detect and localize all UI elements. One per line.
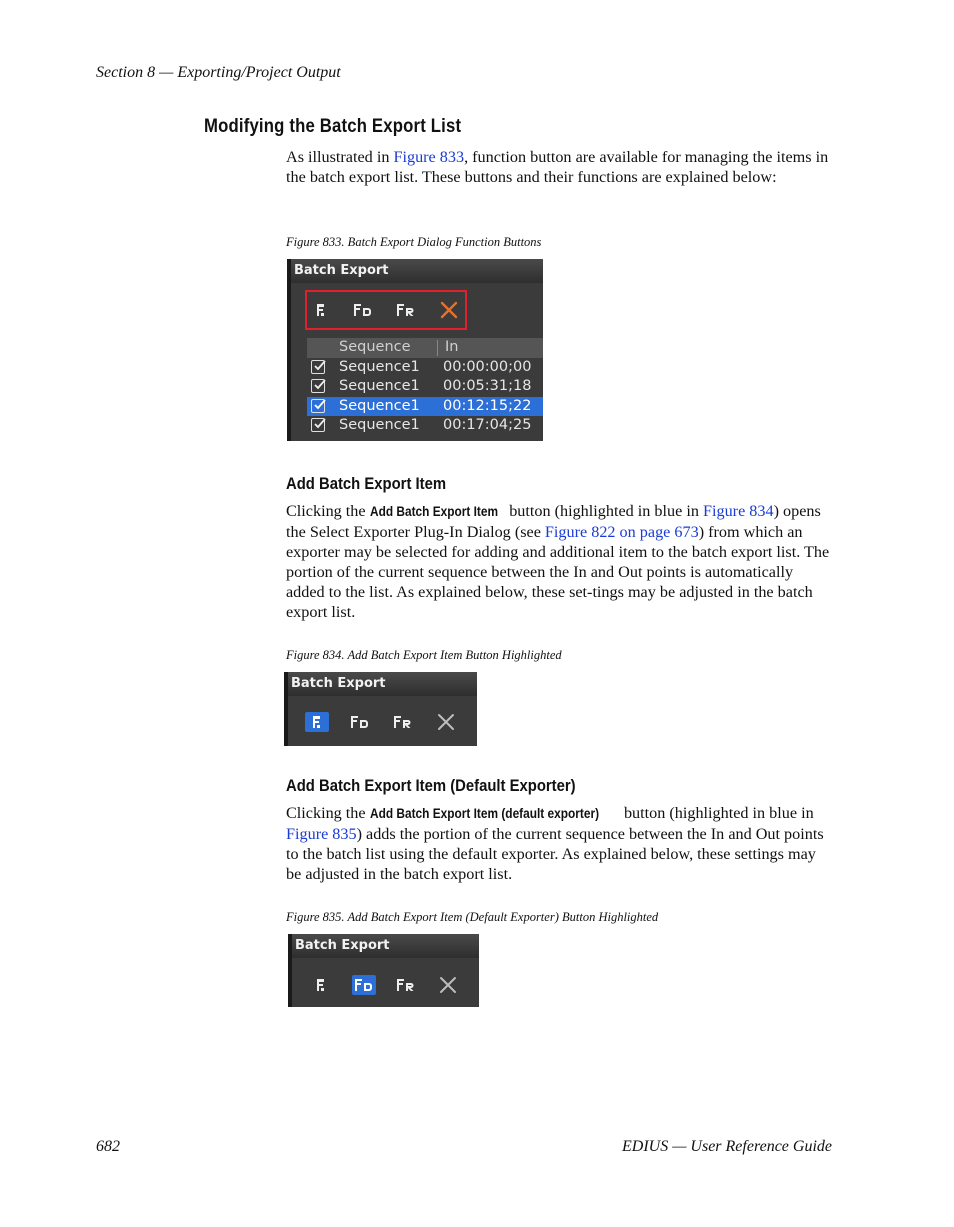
- delete-x-icon: [437, 976, 459, 994]
- list-header: [307, 338, 543, 358]
- add-render-button[interactable]: [394, 975, 418, 995]
- ui-label: Add Batch Export Item: [369, 504, 498, 519]
- batch-export-list: [307, 338, 543, 436]
- figure-835-link[interactable]: Figure 835: [286, 825, 357, 843]
- add-render-icon: [395, 301, 417, 319]
- default-exporter-paragraph: Clicking the Add Batch Export Item (default exporter) button (highlighted in blue in Figure 835) adds the portion of the current sequence between the In and Out points to the batch list using the default exporter. As explained below, these settings may be adjusted in the batch export list.: [286, 804, 824, 883]
- subheading-default-exporter: Add Batch Export Item (Default Exporter): [286, 777, 576, 795]
- figure-833-caption: Figure 833. Batch Export Dialog Function Buttons: [286, 235, 542, 249]
- checkbox-checked-icon[interactable]: [311, 360, 325, 374]
- batch-export-dialog-fig834: [284, 672, 477, 746]
- table-row-selected[interactable]: Sequence1 00:12:15;22: [307, 397, 543, 417]
- table-row[interactable]: Sequence1 00:17:04;25: [307, 416, 543, 436]
- add-batch-export-item-button[interactable]: [309, 975, 333, 995]
- figure-834-caption: Figure 834. Add Batch Export Item Button Highlighted: [286, 648, 562, 662]
- figure-835-caption: Figure 835. Add Batch Export Item (Default Exporter) Button Highlighted: [286, 910, 659, 924]
- add-item-icon: [310, 976, 332, 994]
- column-sequence[interactable]: Sequence: [339, 339, 411, 355]
- add-default-exporter-icon: [353, 976, 375, 994]
- add-default-exporter-button[interactable]: [348, 712, 372, 732]
- add-item-paragraph: Clicking the Add Batch Export Item button (highlighted in blue in Figure 834) opens the Select Exporter Plug-In Dialog (see Figure 822 on page 673) from which an exporter may be selected for adding and additional item to the batch export list. The portion of the current sequence between the In and Out points is automatically added to the list. As explained below, these set-tings may be adjusted in the batch export list.: [286, 502, 830, 621]
- add-default-exporter-icon: [349, 713, 371, 731]
- dialog-title: Batch Export: [284, 672, 477, 696]
- add-render-icon: [392, 713, 414, 731]
- add-batch-export-item-button[interactable]: [305, 712, 329, 732]
- add-render-button[interactable]: [391, 712, 415, 732]
- add-item-icon: [310, 301, 332, 319]
- batch-export-dialog-fig833: [287, 259, 543, 441]
- figure-822-link[interactable]: Figure 822 on page 673: [544, 523, 699, 541]
- figure-833-link[interactable]: Figure 833: [393, 148, 465, 166]
- running-header: Section 8 — Exporting/Project Output: [96, 64, 341, 81]
- checkbox-checked-icon[interactable]: [311, 418, 325, 432]
- dialog-title: Batch Export: [287, 259, 543, 283]
- delete-button[interactable]: [436, 975, 460, 995]
- dialog-title: Batch Export: [288, 934, 479, 958]
- add-render-icon: [395, 976, 417, 994]
- table-row[interactable]: Sequence1 00:00:00;00: [307, 358, 543, 378]
- section-heading: Modifying the Batch Export List: [204, 116, 462, 137]
- intro-paragraph: As illustrated in Figure 833, function button are available for managing the items in the batch export list. These buttons and their functions are explained below:: [286, 148, 829, 186]
- checkbox-checked-icon[interactable]: [311, 379, 325, 393]
- figure-834-link[interactable]: Figure 834: [702, 502, 774, 520]
- ui-label: Add Batch Export Item (default exporter): [369, 806, 599, 821]
- add-default-exporter-icon: [352, 301, 374, 319]
- delete-x-icon: [435, 713, 457, 731]
- batch-export-dialog-fig835: [288, 934, 479, 1007]
- subheading-add-batch-export-item: Add Batch Export Item: [286, 475, 447, 493]
- delete-x-icon: [438, 301, 460, 319]
- add-batch-export-item-button[interactable]: [309, 300, 333, 320]
- delete-button[interactable]: [437, 300, 461, 320]
- add-item-icon: [306, 713, 328, 731]
- checkbox-checked-icon[interactable]: [311, 399, 325, 413]
- add-default-exporter-button[interactable]: [351, 300, 375, 320]
- page-number: 682: [96, 1138, 120, 1155]
- running-footer: EDIUS — User Reference Guide: [621, 1138, 832, 1155]
- column-in[interactable]: In: [445, 339, 459, 355]
- add-render-button[interactable]: [394, 300, 418, 320]
- table-row[interactable]: Sequence1 00:05:31;18: [307, 377, 543, 397]
- add-default-exporter-button[interactable]: [352, 975, 376, 995]
- delete-button[interactable]: [434, 712, 458, 732]
